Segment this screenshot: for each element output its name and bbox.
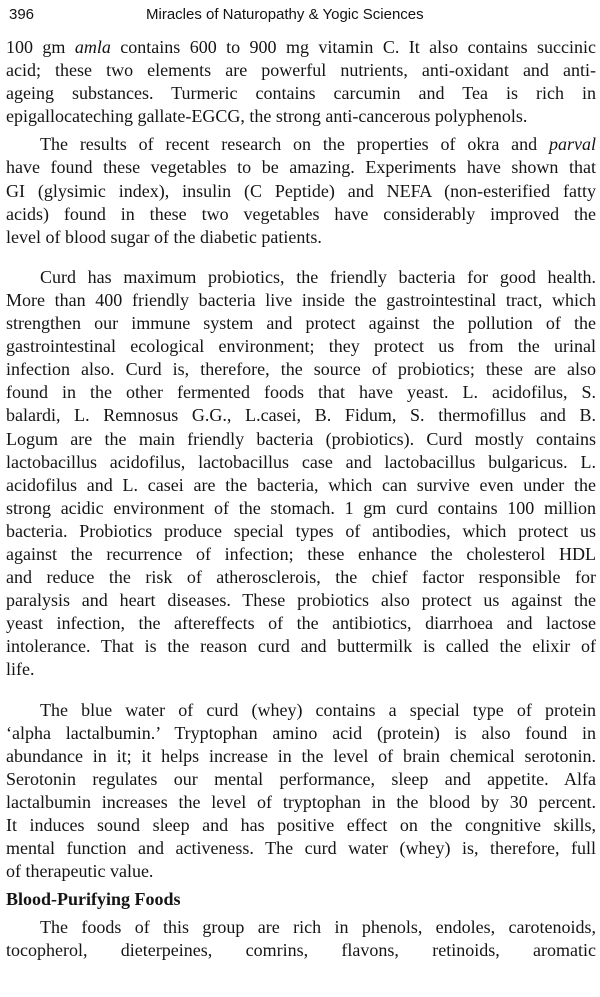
text-line: acids) found in these two vegetables have considerably improved the [6, 203, 596, 224]
text-line: have found these vegetables to be amazing. Experiments have shown that [6, 157, 596, 178]
body-text [6, 36, 596, 963]
text-line: mental function and activeness. The curd water (whey) is, therefore, full [6, 838, 596, 859]
text-line: found in the other fermented foods that have yeast. L. acidofilus, S. [6, 382, 596, 403]
text-line: More than 400 friendly bacteria live inside the gastrointestinal tract, which [6, 289, 596, 310]
text-line: The results of recent research on the properties of okra and parval [40, 134, 596, 155]
text-line: epigallocateching gallate-EGCG, the strong anti-cancerous polyphenols. [6, 106, 528, 127]
text-line: ‘alpha lactalbumin.’ Tryptophan amino acid (protein) is also found in [6, 722, 596, 743]
text-line: of therapeutic value. [6, 861, 154, 882]
text-line: level of blood sugar of the diabetic patients. [6, 226, 322, 247]
running-title: Miracles of Naturopathy & Yogic Sciences [146, 6, 424, 23]
text-line: The blue water of curd (whey) contains a special type of protein [40, 699, 596, 720]
page-number: 396 [9, 6, 35, 23]
text-line: acidofilus and L. casei are the bacteria, which can survive even under the [6, 474, 596, 495]
section-heading: Blood-Purifying Foods [6, 889, 181, 910]
text-line: against the recurrence of infection; these enhance the cholesterol HDL [6, 543, 596, 564]
text-line: and reduce the risk of atherosclerois, the chief factor responsible for [6, 567, 596, 588]
text-line: gastrointestinal ecological environment; they protect us from the urinal [6, 336, 596, 357]
paragraph-whey [6, 699, 596, 884]
text-line: bacteria. Probiotics produce special types of antibodies, which protect us [6, 520, 596, 541]
text-line: balardi, L. Remnosus G.G., L.casei, B. Fidum, S. thermofillus and B. [6, 405, 596, 426]
text-line: lactalbumin increases the level of tryptophan in the blood by 30 percent. [6, 791, 596, 812]
text-line: The foods of this group are rich in phenols, endoles, carotenoids, [40, 917, 596, 938]
text-line: infection also. Curd is, therefore, the source of probiotics; these are also [6, 359, 596, 380]
paragraph-okra-parval [6, 133, 596, 248]
text-line: ageing substances. Turmeric contains carcumin and Tea is rich in [6, 83, 596, 104]
text-line: GI (glysimic index), insulin (C Peptide) and NEFA (non-esterified fatty [6, 180, 596, 201]
page-header [9, 4, 591, 26]
text-line: Logum are the main friendly bacteria (probiotics). Curd mostly contains [6, 428, 596, 449]
paragraph-blood-purifying [6, 916, 596, 962]
text-line: life. [6, 659, 35, 680]
text-line: Curd has maximum probiotics, the friendly bacteria for good health. [40, 266, 596, 287]
text-line: acid; these two elements are powerful nutrients, anti-oxidant and anti- [6, 60, 596, 81]
text-line: tocopherol, dieterpeines, comrins, flavons, retinoids, aromatic [6, 940, 596, 961]
text-line: paralysis and heart diseases. These probiotics also protect us against the [6, 590, 596, 611]
paragraph-amla [6, 36, 596, 128]
text-line: abundance in it; it helps increase in the level of brain chemical serotonin. [6, 745, 596, 766]
text-line: strengthen our immune system and protect against the pollution of the [6, 313, 596, 334]
text-line: It induces sound sleep and has positive effect on the congnitive skills, [6, 815, 596, 835]
text-line: yeast infection, the aftereffects of the antibiotics, diarrhoea and lactose [6, 613, 596, 634]
text-line: Serotonin regulates our mental performance, sleep and appetite. Alfa [6, 768, 596, 789]
text-line: strong acidic environment of the stomach. 1 gm curd contains 100 million [6, 497, 596, 518]
text-line: 100 gm amla contains 600 to 900 mg vitamin C. It also contains succinic [6, 37, 596, 57]
paragraph-curd-probiotics [6, 266, 596, 682]
text-line: lactobacillus acidofilus, lactobacillus case and lactobacillus bulgaricus. L. [6, 451, 596, 472]
text-line: intolerance. That is the reason curd and buttermilk is called the elixir of [6, 636, 596, 657]
